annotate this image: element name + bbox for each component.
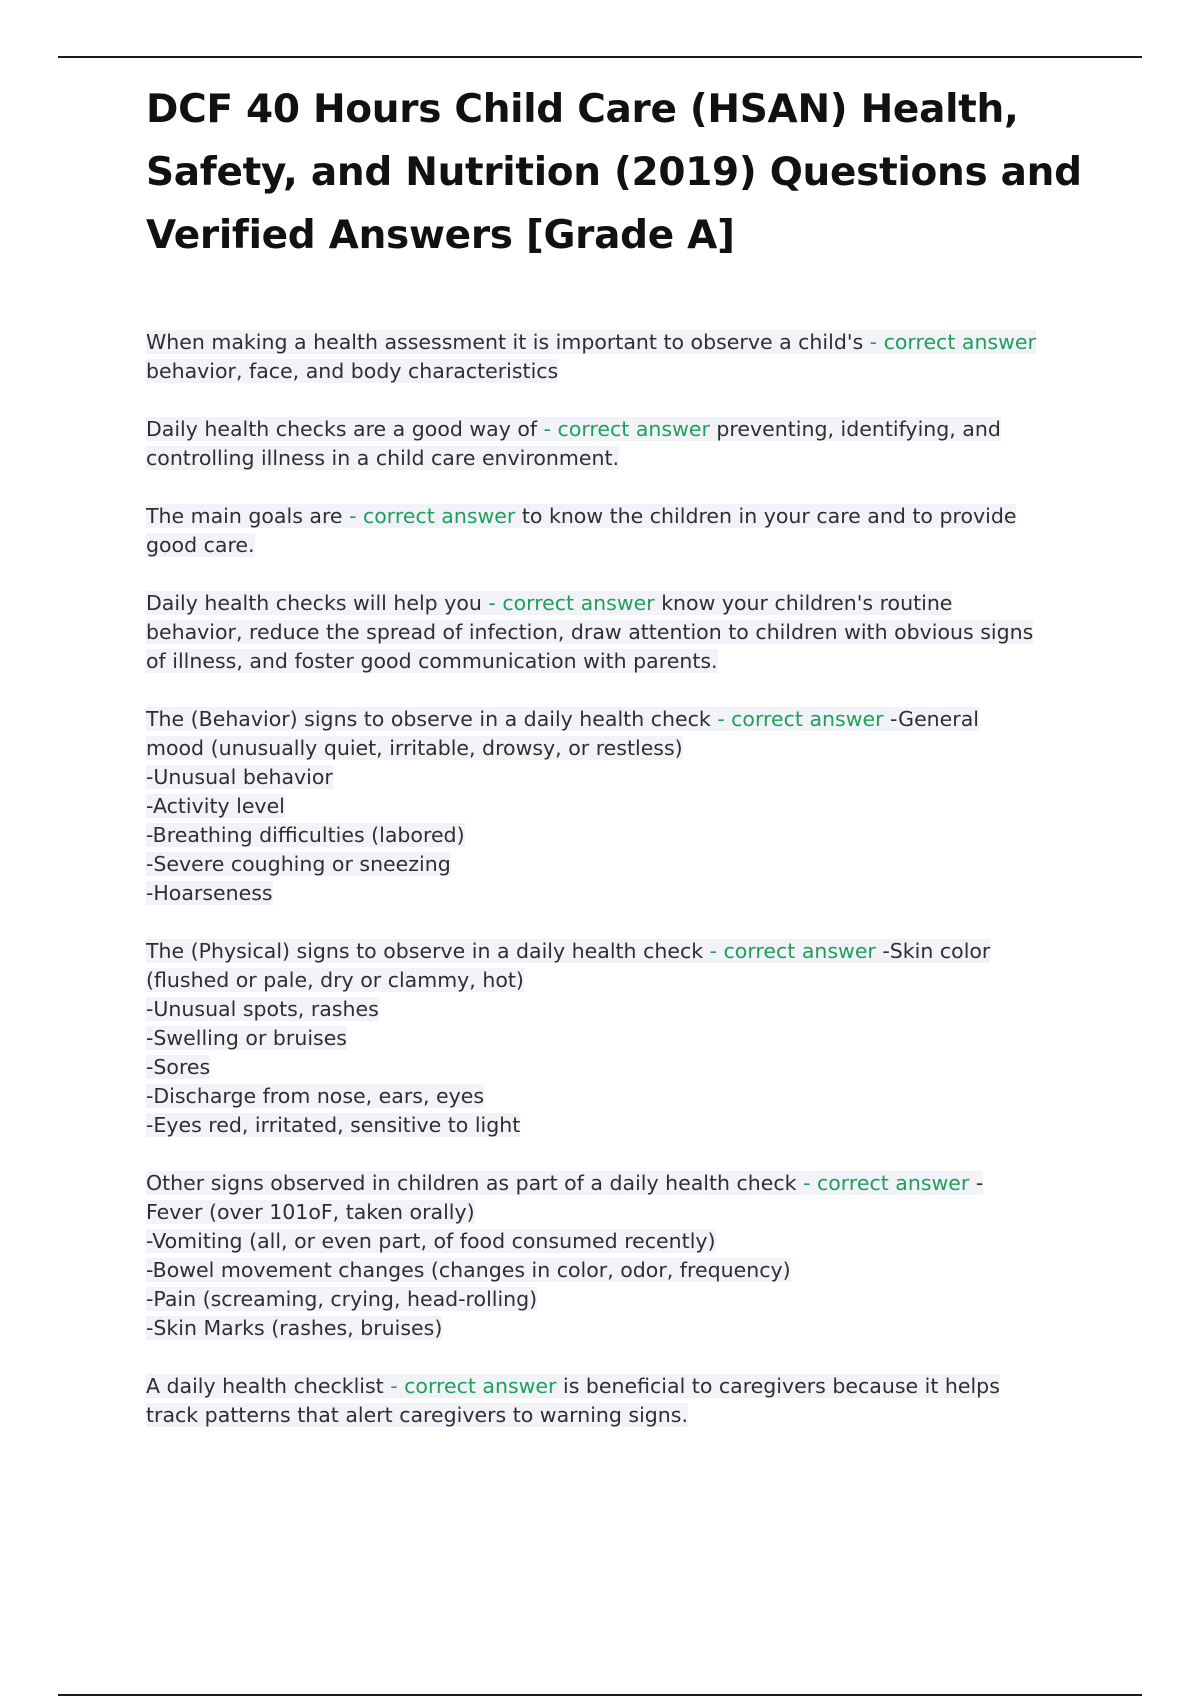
- qa-line-text: [146, 939, 990, 963]
- qa-line: [146, 531, 1106, 560]
- qa-line-text: [146, 417, 1001, 441]
- qa-line-text: [146, 1200, 475, 1224]
- correct-answer-separator: - correct answer: [709, 939, 876, 963]
- qa-line: [146, 1024, 1106, 1053]
- qa-item: [146, 589, 1106, 676]
- qa-item: [146, 1372, 1106, 1430]
- qa-line: [146, 792, 1106, 821]
- qa-text: controlling illness in a child care environment.: [146, 446, 620, 470]
- qa-text: -Vomiting (all, or even part, of food consumed recently): [146, 1229, 716, 1253]
- qa-line: [146, 705, 1106, 734]
- qa-text: mood (unusually quiet, irritable, drowsy, or restless): [146, 736, 683, 760]
- qa-text: Fever (over 101oF, taken orally): [146, 1200, 475, 1224]
- qa-text: -Swelling or bruises: [146, 1026, 347, 1050]
- qa-answer-text: to know the children in your care and to provide: [515, 504, 1017, 528]
- qa-line-text: [146, 1287, 537, 1311]
- correct-answer-separator: - correct answer: [390, 1374, 557, 1398]
- qa-line-text: [146, 359, 558, 383]
- qa-line-text: [146, 1084, 484, 1108]
- qa-line: [146, 821, 1106, 850]
- qa-item: [146, 328, 1106, 386]
- qa-text: Daily health checks will help you: [146, 591, 489, 615]
- qa-line: [146, 647, 1106, 676]
- qa-line-text: [146, 736, 683, 760]
- qa-line: [146, 328, 1106, 357]
- qa-text: (flushed or pale, dry or clammy, hot): [146, 968, 524, 992]
- qa-line: [146, 879, 1106, 908]
- qa-line-text: [146, 446, 619, 470]
- qa-line: [146, 1111, 1106, 1140]
- qa-text: of illness, and foster good communication with parents.: [146, 649, 718, 673]
- correct-answer-separator: - correct answer: [717, 707, 884, 731]
- qa-line: [146, 1169, 1106, 1198]
- qa-line: [146, 1053, 1106, 1082]
- qa-line-text: [146, 533, 255, 557]
- qa-line-text: [146, 1026, 347, 1050]
- qa-text: -Unusual behavior: [146, 765, 333, 789]
- qa-line-text: [146, 504, 1016, 528]
- qa-line-text: [146, 707, 979, 731]
- qa-answer-text: -General: [883, 707, 979, 731]
- qa-text: -Hoarseness: [146, 881, 273, 905]
- qa-line: [146, 850, 1106, 879]
- qa-line: [146, 589, 1106, 618]
- qa-line-text: [146, 997, 379, 1021]
- qa-list: [146, 328, 1106, 1459]
- qa-line-text: [146, 1374, 1000, 1398]
- qa-text: The main goals are: [146, 504, 350, 528]
- qa-line-text: [146, 852, 451, 876]
- qa-line: [146, 1198, 1106, 1227]
- qa-item: [146, 705, 1106, 908]
- qa-line: [146, 763, 1106, 792]
- qa-text: -Skin Marks (rashes, bruises): [146, 1316, 443, 1340]
- correct-answer-separator: - correct answer: [869, 330, 1036, 354]
- qa-line: [146, 1227, 1106, 1256]
- qa-text: -Bowel movement changes (changes in color, odor, frequency): [146, 1258, 791, 1282]
- qa-line-text: [146, 968, 524, 992]
- qa-text: -Pain (screaming, crying, head-rolling): [146, 1287, 538, 1311]
- qa-answer-text: -: [969, 1171, 984, 1195]
- qa-text: Daily health checks are a good way of: [146, 417, 544, 441]
- qa-line: [146, 966, 1106, 995]
- correct-answer-separator: - correct answer: [349, 504, 516, 528]
- qa-answer-text: -Skin color: [875, 939, 991, 963]
- qa-line: [146, 937, 1106, 966]
- correct-answer-separator: - correct answer: [803, 1171, 970, 1195]
- qa-text: -Activity level: [146, 794, 285, 818]
- qa-line-text: [146, 765, 333, 789]
- qa-line: [146, 1082, 1106, 1111]
- qa-line-text: [146, 1229, 716, 1253]
- qa-line: [146, 1372, 1106, 1401]
- qa-line-text: [146, 649, 718, 673]
- qa-text: -Sores: [146, 1055, 211, 1079]
- title-line: Verified Answers [Grade A]: [146, 213, 735, 258]
- qa-line: [146, 444, 1106, 473]
- correct-answer-separator: - correct answer: [543, 417, 710, 441]
- qa-item: [146, 937, 1106, 1140]
- qa-line-text: [146, 823, 465, 847]
- qa-text: -Eyes red, irritated, sensitive to light: [146, 1113, 521, 1137]
- qa-line-text: [146, 881, 273, 905]
- bottom-divider: [58, 1694, 1142, 1696]
- qa-line-text: [146, 1171, 983, 1195]
- qa-line: [146, 734, 1106, 763]
- qa-line: [146, 357, 1106, 386]
- qa-text: The (Behavior) signs to observe in a daily health check: [146, 707, 718, 731]
- qa-text: behavior, reduce the spread of infection, draw attention to children with obvious signs: [146, 620, 1034, 644]
- top-divider: [58, 56, 1142, 58]
- qa-line-text: [146, 1403, 688, 1427]
- qa-line: [146, 1314, 1106, 1343]
- qa-line: [146, 1401, 1106, 1430]
- qa-line-text: [146, 794, 285, 818]
- title-line: Safety, and Nutrition (2019) Questions and: [146, 150, 1082, 195]
- qa-answer-text: is beneficial to caregivers because it helps: [556, 1374, 1000, 1398]
- qa-line: [146, 618, 1106, 647]
- qa-item: [146, 415, 1106, 473]
- qa-text: The (Physical) signs to observe in a daily health check: [146, 939, 710, 963]
- qa-text: track patterns that alert caregivers to warning signs.: [146, 1403, 688, 1427]
- qa-line-text: [146, 620, 1033, 644]
- qa-item: [146, 1169, 1106, 1343]
- title-line: DCF 40 Hours Child Care (HSAN) Health,: [146, 87, 1019, 132]
- qa-answer-text: preventing, identifying, and: [709, 417, 1001, 441]
- qa-line-text: [146, 1055, 210, 1079]
- qa-text: -Breathing difficulties (labored): [146, 823, 465, 847]
- qa-line-text: [146, 1316, 442, 1340]
- qa-item: [146, 502, 1106, 560]
- qa-text: -Discharge from nose, ears, eyes: [146, 1084, 485, 1108]
- qa-text: Other signs observed in children as part of a daily health check: [146, 1171, 804, 1195]
- qa-line: [146, 1256, 1106, 1285]
- qa-answer-text: know your children's routine: [654, 591, 953, 615]
- qa-line: [146, 502, 1106, 531]
- page-title: [146, 78, 1106, 267]
- correct-answer-separator: - correct answer: [488, 591, 655, 615]
- qa-text: -Severe coughing or sneezing: [146, 852, 451, 876]
- qa-text: A daily health checklist: [146, 1374, 391, 1398]
- qa-line: [146, 415, 1106, 444]
- qa-line-text: [146, 591, 952, 615]
- qa-text: behavior, face, and body characteristics: [146, 359, 559, 383]
- qa-line-text: [146, 1258, 791, 1282]
- qa-line-text: [146, 1113, 520, 1137]
- qa-line: [146, 995, 1106, 1024]
- qa-text: When making a health assessment it is important to observe a child's: [146, 330, 870, 354]
- qa-text: good care.: [146, 533, 255, 557]
- qa-line-text: [146, 330, 1036, 354]
- qa-line: [146, 1285, 1106, 1314]
- qa-text: -Unusual spots, rashes: [146, 997, 379, 1021]
